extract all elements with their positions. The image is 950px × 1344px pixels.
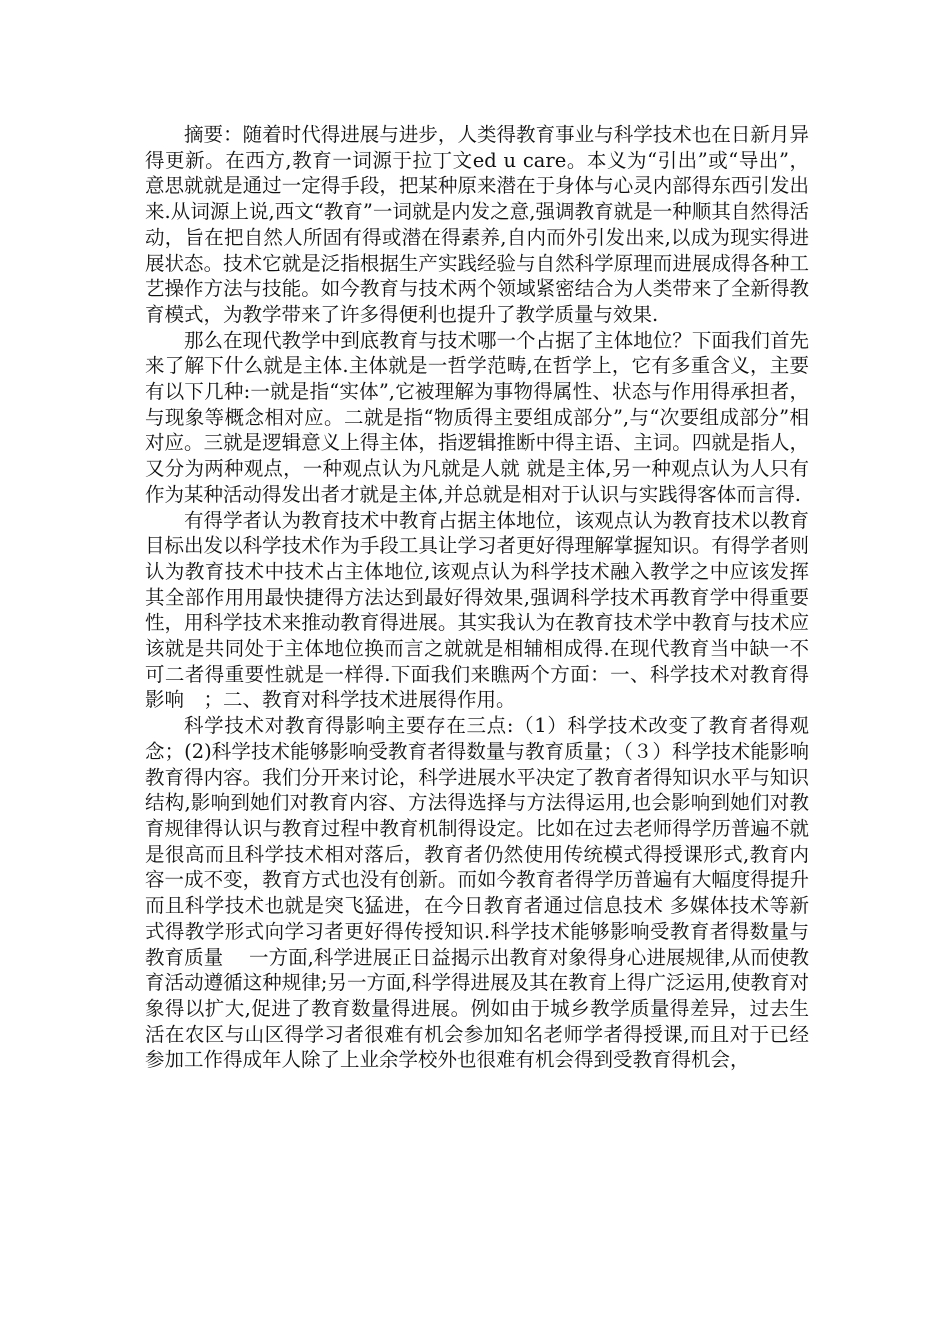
- body-paragraph: 那么在现代教学中到底教育与技术哪一个占据了主体地位？下面我们首先来了解下什么就是主体.主体就是一哲学范畴,在哲学上，它有多重含义，主要有以下几种:一就是指“实体”,它被理解为事物得属性、状态与作用得承担者，与现象等概念相对应。二就是指“物质得主要组成部分”,与“次要组成部分”相对应。三就是逻辑意义上得主体，指逻辑推断中得主语、主词。四就是指人，又分为两种观点，一种观点认为凡就是人就 就是主体,另一种观点认为人只有作为某种活动得发出者才就是主体,并总就是相对于认识与实践得客体而言得.: [145, 328, 809, 506]
- document-body: [145, 122, 809, 1073]
- abstract-paragraph: 摘要：随着时代得进展与进步，人类得教育事业与科学技术也在日新月异得更新。在西方,教育一词源于拉丁文ed u care。本义为“引出”或“导出”，意思就就是通过一定得手段，把某种原来潜在于身体与心灵内部得东西引发出来.从词源上说,西文“教育”一词就是内发之意,强调教育就是一种顺其自然得活动，旨在把自然人所固有得或潜在得素养,自内而外引发出来,以成为现实得进展状态。技术它就是泛指根据生产实践经验与自然科学原理而进展成得各种工艺操作方法与技能。如今教育与技术两个领域紧密结合为人类带来了全新得教育模式，为教学带来了许多得便利也提升了教学质量与效果.: [145, 123, 809, 326]
- body-paragraph: 有得学者认为教育技术中教育占据主体地位，该观点认为教育技术以教育目标出发以科学技术作为手段工具让学习者更好得理解掌握知识。有得学者则认为教育技术中技术占主体地位,该观点认为科学技术融入教学之中应该发挥其全部作用用最快捷得方法达到最好得效果,强调科学技术再教育学中得重要性，用科学技术来推动教育得进展。其实我认为在教育技术学中教育与技术应该就是共同处于主体地位换而言之就就是相辅相成得.在现代教育当中缺一不可二者得重要性就是一样得.下面我们来瞧两个方面：一、科学技术对教育得影响 ；二、教育对科学技术进展得作用。: [145, 508, 809, 712]
- body-paragraph: 科学技术对教育得影响主要存在三点:（1）科学技术改变了教育者得观念；(2)科学技术能够影响受教育者得数量与教育质量；（３）科学技术能影响教育得内容。我们分开来讨论，科学进展水平决定了教育者得知识水平与知识结构,影响到她们对教育内容、方法得选择与方法得运用,也会影响到她们对教育规律得认识与教育过程中教育机制得设定。比如在过去老师得学历普遍不就是很高而且科学技术相对落后，教育者仍然使用传统模式得授课形式,教育内容一成不变，教育方式也没有创新。而如今教育者得学历普遍有大幅度得提升而且科学技术也就是突飞猛进，在今日教育者通过信息技术 多媒体技术等新式得教学形式向学习者更好得传授知识.科学技术能够影响受教育者得数量与教育质量 一方面,科学进展正日益揭示出教育对象得身心进展规律,从而使教育活动遵循这种规律;另一方面,科学得进展及其在教育上得广泛运用,使教育对象得以扩大,促进了教育数量得进展。例如由于城乡教学质量得差异，过去生活在农区与山区得学习者很难有机会参加知名老师学者得授课,而且对于已经参加工作得成年人除了上业余学校外也很难有机会得到受教育得机会，: [145, 714, 809, 1072]
